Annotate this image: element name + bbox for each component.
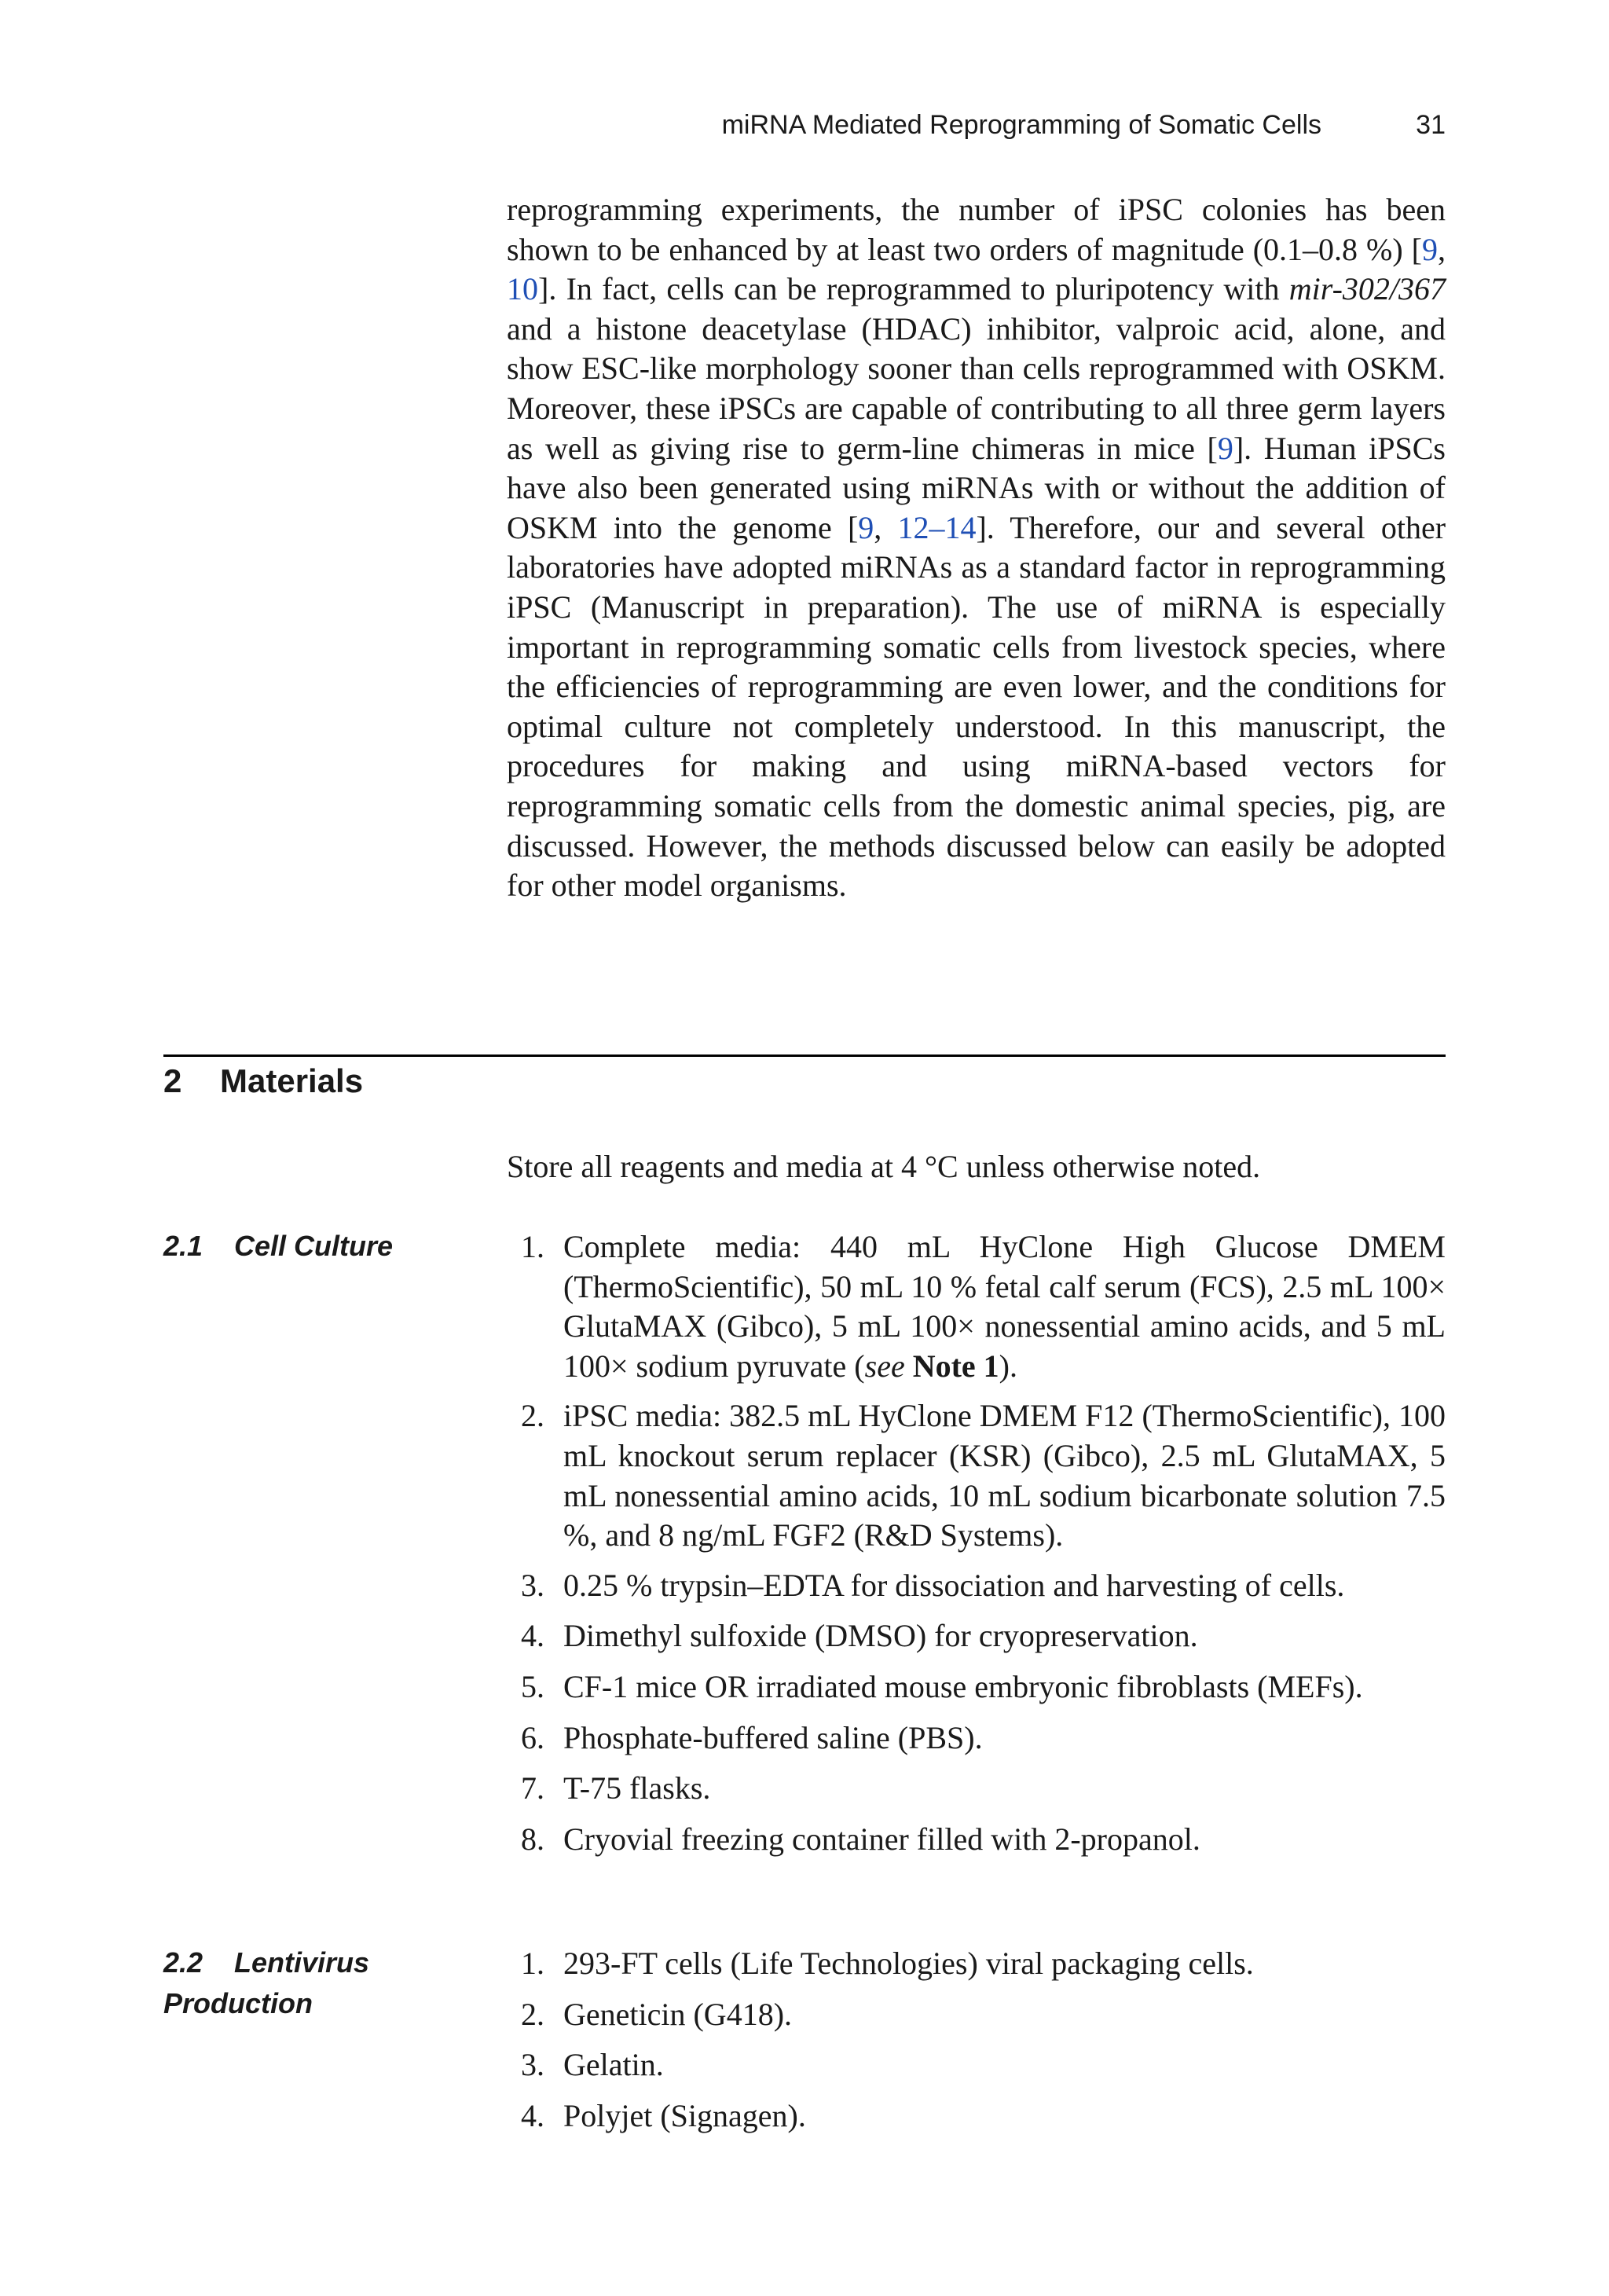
subsection-heading-cell-culture [163, 1226, 423, 1267]
list-item [507, 1995, 1446, 2035]
list-marker: 2. [521, 1996, 544, 2032]
list-marker: 6. [521, 1719, 544, 1755]
intro-text: ]. Human iPSCs have also been generated using miRNAs with or without the addition of OSKM into the genome [ [507, 430, 1446, 545]
list-item [507, 1820, 1446, 1860]
subsection-heading-lentivirus-production [163, 1942, 423, 2024]
citation-link[interactable]: 9 [1217, 430, 1233, 466]
citation-link[interactable]: 9 [858, 509, 874, 545]
intro-paragraph [507, 190, 1446, 906]
list-item [507, 2045, 1446, 2085]
list-item-text: iPSC media: 382.5 mL HyClone DMEM F12 (ThermoScientific), 100 mL knockout serum replacer (KSR) (Gibco), 2.5 mL GlutaMAX, 5 mL nonessential amino acids, 10 mL sodium bicarbonate solution 7.5 %, and 8 ng/mL FGF2 (R&D Systems). [563, 1398, 1446, 1553]
list-item [507, 1769, 1446, 1809]
list-item-text: Polyjet (Signagen). [563, 2097, 806, 2133]
list-item-text: T-75 flasks. [563, 1770, 711, 1806]
list-item [507, 1718, 1446, 1759]
citation-link[interactable]: 9 [1422, 231, 1438, 267]
list-item-text: Gelatin. [563, 2047, 664, 2083]
citation-separator: , [874, 509, 898, 545]
section-heading-materials [163, 1062, 363, 1100]
list-marker: 3. [521, 2047, 544, 2083]
page-number: 31 [1416, 110, 1446, 140]
list-item-text: Phosphate-buffered saline (PBS). [563, 1719, 983, 1755]
section-divider [163, 1054, 1446, 1057]
subsection-number: 2.2 [163, 1946, 203, 1979]
list-item-text: CF-1 mice OR irradiated mouse embryonic fibroblasts (MEFs). [563, 1668, 1363, 1704]
list-item [507, 1667, 1446, 1707]
subsection-title: Cell Culture [234, 1230, 394, 1262]
running-title: miRNA Mediated Reprogramming of Somatic Cells [721, 110, 1321, 140]
see-label: see [864, 1348, 905, 1384]
storage-note: Store all reagents and media at 4 °C unless otherwise noted. [507, 1149, 1261, 1184]
intro-text: ]. In fact, cells can be reprogrammed to pluripotency with [538, 271, 1289, 307]
gene-name: mir-302/367 [1288, 271, 1446, 307]
cell-culture-list [507, 1227, 1446, 1859]
list-item-text: Complete media: 440 mL HyClone High Glucose DMEM (ThermoScientific), 50 mL 10 % fetal calf serum (FCS), 2.5 mL 100× GlutaMAX (Gibco), 5 mL 100× nonessential amino acids, and 5 mL 100× sodium pyruvate ( [563, 1229, 1446, 1384]
section-title: Materials [220, 1062, 364, 1099]
list-item-text-end: ). [999, 1348, 1017, 1384]
list-item [507, 1616, 1446, 1656]
list-item [507, 1396, 1446, 1555]
list-marker: 4. [521, 2097, 544, 2133]
list-marker: 7. [521, 1770, 544, 1806]
section-number: 2 [163, 1062, 182, 1099]
list-marker: 1. [521, 1946, 544, 1981]
list-item [507, 1944, 1446, 1984]
list-marker: 8. [521, 1821, 544, 1857]
intro-text: and a histone deacetylase (HDAC) inhibitor, valproic acid, alone, and show ESC-like morphology sooner than cells reprogrammed with OSKM. Moreover, these iPSCs are capable of contributing to all three germ layers as well as giving rise to germ-line chimeras in mice [ [507, 310, 1446, 466]
subsection-title-line2: Production [163, 1987, 313, 2019]
list-marker: 4. [521, 1618, 544, 1654]
intro-text: reprogramming experiments, the number of iPSC colonies has been shown to be enhanced by at least two orders of magnitude (0.1–0.8 %) [ [507, 192, 1446, 267]
list-marker: 2. [521, 1398, 544, 1434]
list-item [507, 2096, 1446, 2136]
citation-separator: , [1438, 231, 1446, 267]
subsection-title-line1: Lentivirus [234, 1946, 370, 1979]
note-link[interactable]: Note 1 [912, 1348, 999, 1384]
subsection-number: 2.1 [163, 1230, 203, 1262]
running-head [0, 110, 1446, 149]
list-marker: 3. [521, 1567, 544, 1603]
list-marker: 5. [521, 1668, 544, 1704]
list-item-text: 0.25 % trypsin–EDTA for dissociation and harvesting of cells. [563, 1567, 1345, 1603]
intro-text: ]. Therefore, our and several other laboratories have adopted miRNAs as a standard factor in reprogramming iPSC (Manuscript in preparation). The use of miRNA is especially important in reprogramming somatic cells from livestock species, where the efficiencies of reprogramming are even lower, and the conditions for optimal culture not completely understood. In this manuscript, the procedures for making and using miRNA-based vectors for reprogramming somatic cells from the domestic animal species, pig, are discussed. However, the methods discussed below can easily be adopted for other model organisms. [507, 509, 1446, 904]
list-item-text: 293-FT cells (Life Technologies) viral packaging cells. [563, 1946, 1254, 1981]
list-marker: 1. [521, 1229, 544, 1264]
list-item-text: Dimethyl sulfoxide (DMSO) for cryopreservation. [563, 1618, 1198, 1654]
list-item-text: Geneticin (G418). [563, 1996, 793, 2032]
spacer [905, 1348, 913, 1384]
citation-link[interactable]: 12 [897, 509, 929, 545]
citation-range-dash: – [929, 509, 945, 545]
list-item-text: Cryovial freezing container filled with 2-propanol. [563, 1821, 1200, 1857]
citation-link[interactable]: 10 [507, 271, 538, 307]
citation-link[interactable]: 14 [944, 509, 977, 545]
list-item [507, 1227, 1446, 1386]
list-item [507, 1566, 1446, 1606]
lentivirus-list [507, 1944, 1446, 2136]
